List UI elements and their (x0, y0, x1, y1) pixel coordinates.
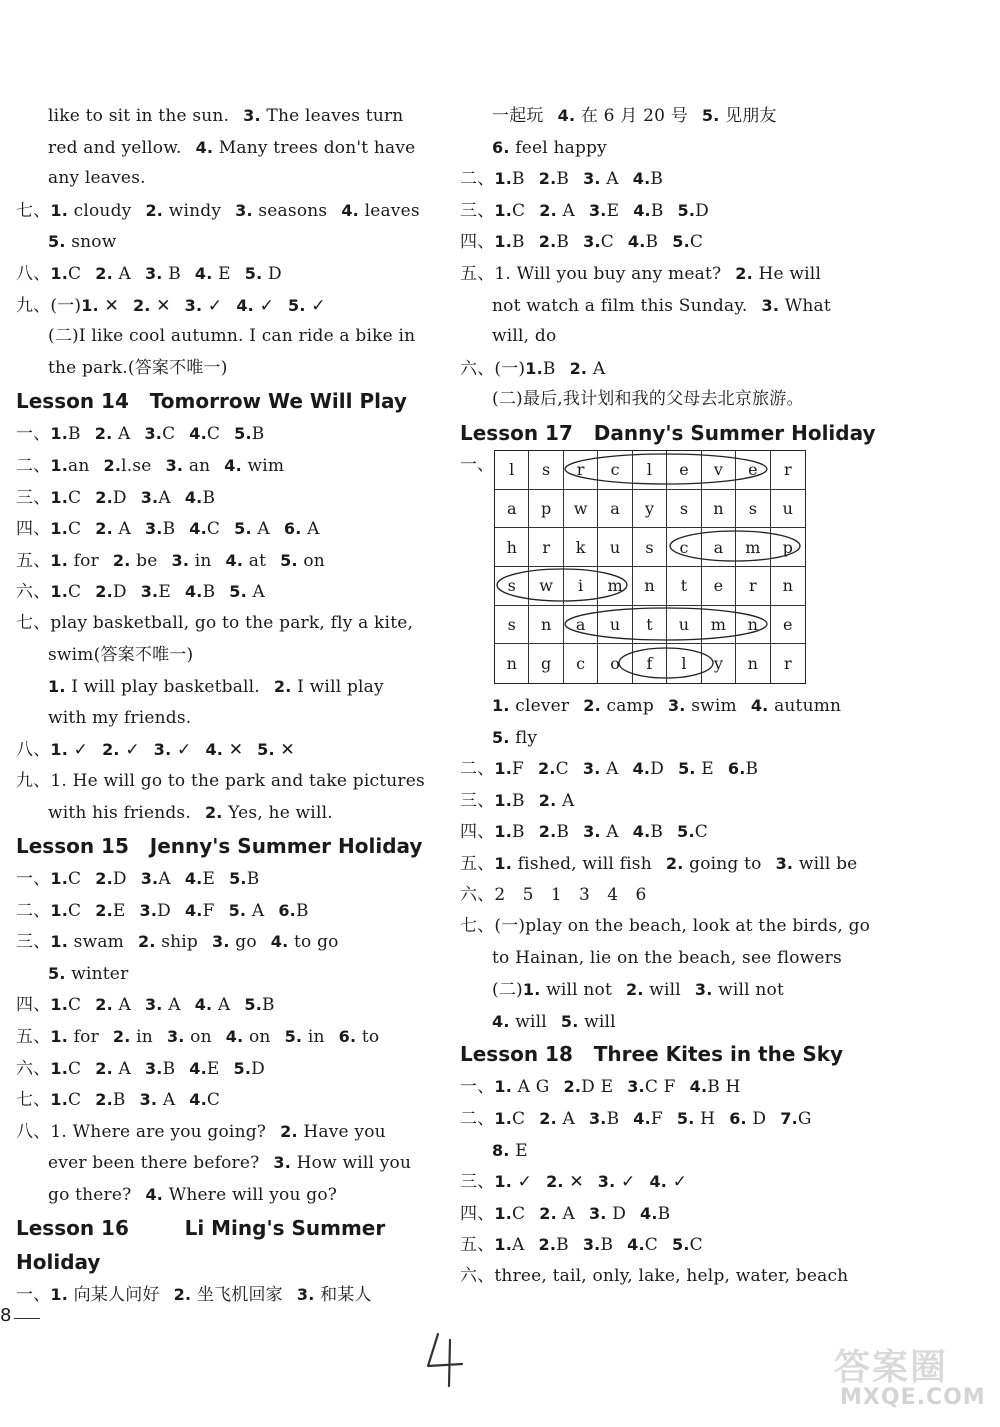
grid-cell: s (667, 490, 701, 529)
answer-line: 五、1. fished, will fish 2. going to 3. will be (460, 853, 858, 874)
answer-line: 1. clever 2. camp 3. swim 4. autumn (492, 695, 842, 716)
grid-cell: m (702, 606, 736, 645)
answer-line: 五、1.A 2.B 3.B 4.C 5.C (460, 1235, 703, 1256)
grid-cell: r (771, 451, 805, 490)
page-number-rule (14, 1318, 40, 1319)
grid-cell: s (495, 567, 529, 606)
grid-cell: w (564, 490, 598, 529)
handwritten-number (420, 1330, 470, 1390)
answer-line: (二)1. will not 2. will 3. will not (492, 980, 785, 1001)
answer-line: 七、(一)play on the beach, look at the birds, go (460, 916, 871, 937)
answer-line: 六、1.C 2.D 3.E 4.B 5. A (16, 582, 266, 603)
answer-line: with my friends. (48, 707, 192, 728)
answer-line: 三、1.B 2. A (460, 790, 575, 811)
grid-cell: g (529, 644, 563, 683)
lesson-16-heading-cont: Holiday (16, 1249, 101, 1274)
answer-line: 四、1.B 2.B 3. A 4.B 5.C (460, 822, 708, 843)
right-column (460, 100, 876, 1293)
watermark-text: 答案圈 (834, 1347, 949, 1388)
grid-cell: n (529, 606, 563, 645)
answer-line: 五、1. for 2. be 3. in 4. at 5. on (16, 550, 325, 571)
answer-line: 六、2 5 1 3 4 6 (460, 884, 647, 905)
grid-cell: r (783, 654, 792, 674)
answer-line: 五、1. for 2. in 3. on 4. on 5. in 6. to (16, 1027, 380, 1048)
grid-cell: l (633, 451, 667, 490)
answer-line: 五、1. Will you buy any meat? 2. He will (460, 263, 822, 284)
answer-line: 九、1. He will go to the park and take pictures (16, 770, 425, 791)
grid-cell: u (771, 490, 805, 529)
grid-cell: n (702, 490, 736, 529)
page-number: 8 (0, 1305, 12, 1326)
answer-line: 5. winter (48, 963, 129, 984)
watermark-url: MXQE.COM (840, 1385, 986, 1410)
answer-line: any leaves. (48, 168, 146, 189)
grid-cell: e (736, 451, 770, 490)
answer-line: go there? 4. Where will you go? (48, 1185, 338, 1205)
grid-cell: n (771, 567, 805, 606)
answer-line: (二)最后,我计划和我的父母去北京旅游。 (492, 389, 804, 410)
word-search-label: 一、 (460, 454, 494, 475)
answer-line: 六、(一)1.B 2. A (460, 358, 606, 379)
lesson-15-heading: Lesson 15 Jenny's Summer Holiday (16, 834, 423, 859)
lesson-16-heading: Lesson 16 Li Ming's Summer (16, 1215, 386, 1240)
grid-cell: r (529, 528, 563, 567)
answer-line: 八、1. ✓ 2. ✓ 3. ✓ 4. ✕ 5. ✕ (16, 740, 295, 761)
grid-cell: p (529, 490, 563, 529)
answer-line: 二、1.C 2. A 3.B 4.F 5. H 6. D 7.G (460, 1109, 812, 1130)
grid-cell: a (564, 606, 598, 645)
lesson-17-heading: Lesson 17 Danny's Summer Holiday (460, 420, 876, 445)
answer-line: 二、1.C 2.E 3.D 4.F 5. A 6.B (16, 900, 309, 921)
answer-line: the park.(答案不唯一) (48, 357, 228, 378)
answer-line: 一、1. A G 2.D E 3.C F 4.B H (460, 1077, 741, 1098)
answer-line: with his friends. 2. Yes, he will. (48, 803, 333, 824)
grid-cell: f (633, 644, 667, 683)
grid-cell: n (736, 606, 770, 645)
grid-cell: m (598, 567, 632, 606)
answer-line: 8. E (492, 1140, 528, 1161)
answer-line: 二、1.F 2.C 3. A 4.D 5. E 6.B (460, 759, 759, 780)
grid-cell: w (529, 567, 563, 606)
watermark-logo (834, 1337, 994, 1417)
answer-line: 七、play basketball, go to the park, fly a kite, (16, 612, 414, 633)
grid-cell: s (633, 528, 667, 567)
grid-cell: l (667, 644, 701, 683)
grid-cell: e (667, 451, 701, 490)
answer-line: red and yellow. 4. Many trees don't have (48, 137, 416, 158)
answer-line: 5. snow (48, 232, 117, 253)
grid-cell: u (598, 528, 632, 567)
answer-line: 六、three, tail, only, lake, help, water, beach (460, 1266, 849, 1287)
left-column (16, 100, 425, 1310)
answer-line: 四、1.B 2.B 3.C 4.B 5.C (460, 232, 704, 253)
grid-cell: n (495, 644, 529, 683)
lesson-18-heading: Lesson 18 Three Kites in the Sky (460, 1042, 844, 1067)
lesson-14-heading: Lesson 14 Tomorrow We Will Play (16, 389, 407, 414)
word-search-grid (494, 450, 806, 684)
grid-cell: k (564, 528, 598, 567)
grid-cell: l (495, 451, 529, 490)
answer-line: 三、1. swam 2. ship 3. go 4. to go (16, 932, 339, 953)
grid-cell: c (667, 528, 701, 567)
grid-cell: p (771, 528, 805, 567)
answer-line: 三、1. ✓ 2. ✕ 3. ✓ 4. ✓ (460, 1172, 688, 1193)
answer-line: 七、1. cloudy 2. windy 3. seasons 4. leaves (16, 200, 420, 221)
grid-cell: t (633, 606, 667, 645)
answer-line: 八、1. Where are you going? 2. Have you (16, 1121, 386, 1142)
grid-cell: c (564, 644, 598, 683)
grid-cell: h (495, 528, 529, 567)
answer-line: not watch a film this Sunday. 3. What (492, 295, 831, 316)
grid-cell: i (564, 567, 598, 606)
answer-line: 一、1.C 2.D 3.A 4.E 5.B (16, 869, 260, 890)
answer-line: 六、1.C 2. A 3.B 4.E 5.D (16, 1058, 266, 1079)
answer-line: 八、1.C 2. A 3. B 4. E 5. D (16, 263, 282, 284)
answer-line: ever been there before? 3. How will you (48, 1153, 412, 1174)
answer-line: (二)I like cool autumn. I can ride a bike in (48, 326, 416, 347)
answer-line: 一、1. 向某人问好 2. 坐飞机回家 3. 和某人 (16, 1284, 372, 1305)
answer-line: 1. I will play basketball. 2. I will play (48, 677, 384, 698)
grid-cell: y (633, 490, 667, 529)
answer-line: 四、1.C 2. A 3. D 4.B (460, 1203, 671, 1224)
answer-line: like to sit in the sun. 3. The leaves turn (48, 106, 404, 126)
grid-cell: a (495, 490, 529, 529)
answer-line: to Hainan, lie on the beach, see flowers (492, 947, 842, 968)
grid-cell: m (736, 528, 770, 567)
answer-line: 一起玩 4. 在 6 月 20 号 5. 见朋友 (492, 106, 777, 126)
grid-cell: n (736, 644, 770, 683)
grid-cell: s (529, 451, 563, 490)
word-search (460, 450, 860, 690)
grid-cell: a (702, 528, 736, 567)
grid-cell: r (564, 451, 598, 490)
answer-line: 6. feel happy (492, 137, 607, 158)
answer-line: swim(答案不唯一) (48, 644, 194, 665)
grid-cell: o (598, 644, 632, 683)
grid-cell: u (598, 606, 632, 645)
answer-line: 三、1.C 2.D 3.A 4.B (16, 487, 216, 508)
grid-cell: a (598, 490, 632, 529)
answer-line: 四、1.C 2. A 3.B 4.C 5. A 6. A (16, 519, 320, 540)
grid-cell: e (702, 567, 736, 606)
grid-cell: e (771, 606, 805, 645)
answer-line: 四、1.C 2. A 3. A 4. A 5.B (16, 995, 275, 1016)
grid-cell: y (702, 644, 736, 683)
answer-line: 二、1.an 2.l.se 3. an 4. wim (16, 455, 285, 476)
grid-cell: u (667, 606, 701, 645)
answer-line: 三、1.C 2. A 3.E 4.B 5.D (460, 200, 710, 221)
answer-line: 七、1.C 2.B 3. A 4.C (16, 1090, 221, 1111)
grid-cell: c (598, 451, 632, 490)
grid-cell: s (736, 490, 770, 529)
answer-line: 二、1.B 2.B 3. A 4.B (460, 169, 664, 190)
grid-cell: t (667, 567, 701, 606)
grid-cell: s (495, 606, 529, 645)
answer-line: 一、1.B 2. A 3.C 4.C 5.B (16, 424, 265, 445)
grid-cell: n (633, 567, 667, 606)
answer-line: 4. will 5. will (492, 1011, 616, 1032)
grid-cell: v (702, 451, 736, 490)
grid-cell: r (736, 567, 770, 606)
answer-line: 九、(一)1. ✕ 2. ✕ 3. ✓ 4. ✓ 5. ✓ (16, 295, 326, 316)
answer-line: 5. fly (492, 727, 538, 748)
answer-line: will, do (492, 326, 557, 347)
